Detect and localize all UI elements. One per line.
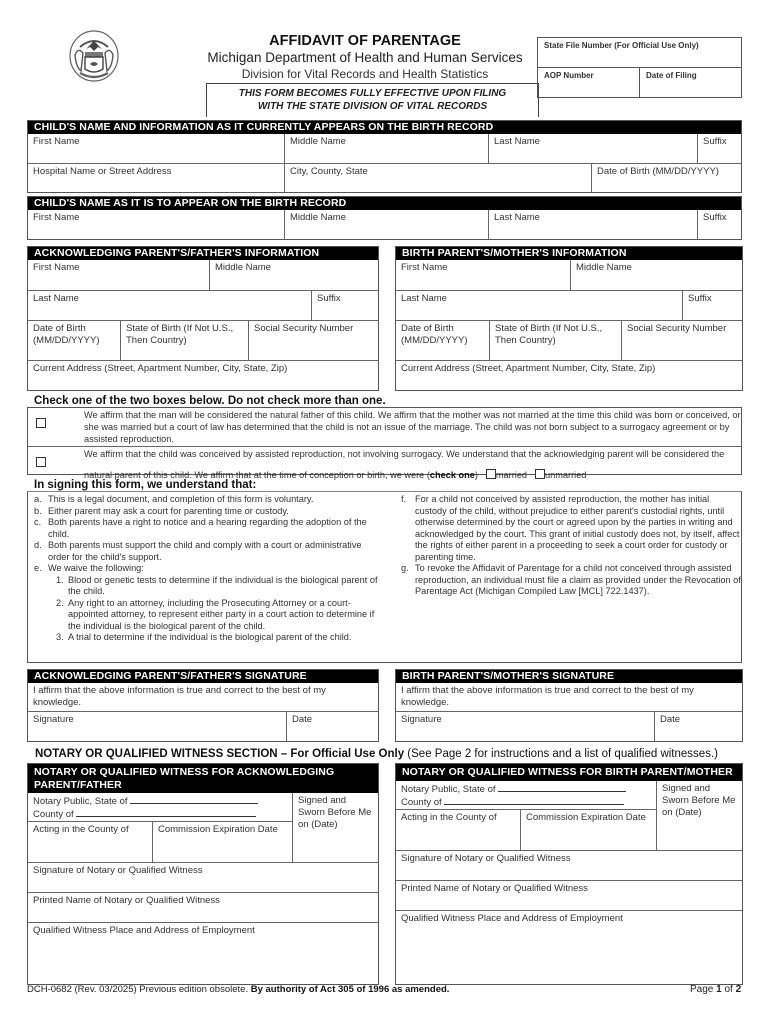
field-label: County of	[33, 809, 74, 820]
field-label: Middle Name	[290, 136, 346, 147]
child-current-last-name-field[interactable]	[488, 134, 697, 163]
field-label: Suffix	[703, 136, 727, 147]
father-signature-date-field[interactable]	[286, 712, 378, 741]
state-blank[interactable]	[130, 795, 258, 804]
father-state-of-birth-field[interactable]	[120, 321, 248, 360]
mother-suffix-field[interactable]	[682, 291, 742, 320]
aop-number-field[interactable]	[538, 68, 640, 98]
official-use-box	[537, 37, 742, 98]
notary-father-employment-field[interactable]	[28, 922, 378, 980]
option-2-checkbox[interactable]	[36, 457, 46, 467]
state-file-number-label: State File Number (For Official Use Only)	[544, 41, 699, 50]
child-dob-field[interactable]	[591, 164, 741, 192]
option-1-checkbox[interactable]	[36, 418, 46, 428]
list-text: We waive the following:	[48, 563, 144, 573]
child-new-name-section	[27, 196, 742, 240]
field-label: Signature of Notary or Qualified Witness	[401, 852, 571, 864]
list-item	[401, 494, 741, 563]
field-label: Acting in the County of	[401, 811, 497, 823]
field-label: Commission Expiration Date	[526, 811, 646, 823]
field-label: Qualified Witness Place and Address of Employment	[401, 912, 623, 924]
section-heading: BIRTH PARENT'S/MOTHER'S SIGNATURE	[396, 670, 742, 683]
notary-father-commission-field[interactable]	[153, 822, 292, 862]
field-label: Commission Expiration Date	[158, 824, 278, 835]
notary-mother-sworn-date-field[interactable]	[657, 781, 742, 850]
field-label: Then Country)	[126, 334, 187, 346]
county-blank[interactable]	[76, 808, 256, 817]
notary-father-state-county-field[interactable]	[28, 793, 292, 822]
list-marker: 3.	[56, 632, 64, 642]
child-current-section	[27, 120, 742, 193]
understand-heading: In signing this form, we understand that:	[34, 479, 257, 491]
father-affirmation: I affirm that the above information is true and correct to the best of my knowledge.	[33, 685, 326, 708]
page-total: 2	[735, 984, 742, 995]
field-label: Last Name	[494, 136, 540, 147]
waiver-item	[56, 575, 384, 598]
list-item	[34, 494, 384, 506]
list-text: Any right to an attorney, including the Prosecuting Attorney or a court-appointed attorney, to represent either party in a court action to determine if the individual is the biological parent of the child.	[68, 597, 375, 631]
mother-signature-section	[395, 669, 743, 742]
child-current-suffix-field[interactable]	[697, 134, 741, 163]
section-heading: NOTARY OR QUALIFIED WITNESS FOR BIRTH PARENT/MOTHER	[396, 764, 742, 781]
waiver-item	[56, 598, 384, 633]
list-item	[401, 563, 741, 598]
field-label: Printed Name of Notary or Qualified Witness	[33, 895, 220, 906]
field-label: Last Name	[494, 212, 540, 223]
field-label: Date	[660, 714, 681, 725]
page-current: 1	[716, 984, 722, 995]
understand-left-column	[34, 494, 384, 644]
child-new-last-name-field[interactable]	[488, 210, 697, 239]
field-label: Signature	[401, 714, 442, 725]
form-footer	[27, 984, 449, 995]
mother-affirmation: I affirm that the above information is true and correct to the best of my knowledge.	[401, 685, 694, 708]
field-label: Signed and Sworn Before Me on (Date)	[298, 795, 372, 830]
waiver-item	[56, 632, 384, 644]
mother-dob-field[interactable]	[396, 321, 489, 360]
notary-mother-printed-name-field[interactable]	[396, 880, 742, 910]
notary-father-acting-county-field[interactable]	[28, 822, 153, 862]
section-heading: BIRTH PARENT'S/MOTHER'S INFORMATION	[396, 247, 742, 260]
mother-ssn-field[interactable]	[621, 321, 742, 360]
section-heading: CHILD'S NAME AND INFORMATION AS IT CURRENTLY APPEARS ON THE BIRTH RECORD	[28, 121, 741, 134]
field-label: Current Address (Street, Apartment Number, City, State, Zip)	[401, 363, 656, 374]
list-marker: a.	[34, 494, 42, 504]
field-label: Last Name	[33, 293, 79, 304]
mother-state-of-birth-field[interactable]	[489, 321, 621, 360]
field-label: Date	[292, 714, 313, 725]
field-label: Notary Public, State of	[33, 796, 128, 807]
option-2-close-paren: )	[474, 470, 478, 480]
form-id: DCH-0682 (Rev. 03/2025) Previous edition obsolete.	[27, 984, 251, 995]
mother-info-section	[395, 246, 743, 391]
field-label: State of Birth (If Not U.S.,	[126, 323, 234, 334]
notary-mother-state-county-field[interactable]	[396, 781, 656, 810]
field-label: Middle Name	[576, 262, 632, 273]
field-label: (MM/DD/YYYY)	[33, 334, 100, 346]
father-ssn-field[interactable]	[248, 321, 378, 360]
child-new-middle-name-field[interactable]	[284, 210, 488, 239]
page-prefix: Page	[690, 984, 717, 995]
field-label: Date of Birth (MM/DD/YYYY)	[597, 166, 719, 177]
option-2-body: We affirm that the child was conceived by assisted reproduction, not involving surrogacy. We understand that the acknowledging parent will be considered the natural parent of this child. We affirm that at the time of conception or birth, we were (	[84, 449, 725, 480]
field-label: (MM/DD/YYYY)	[401, 334, 468, 346]
list-text: Blood or genetic tests to determine if the individual is the biological parent of the child.	[68, 574, 378, 596]
mother-last-name-field[interactable]	[396, 291, 682, 320]
option-1-text: We affirm that the man will be considered the natural father of this child. We affirm that the mother was not married at the time this child was born or conceived, or she was married but a court of law has determined that the child is not an issue of the marriage. The child was not born subject to a surrogacy agreement or by assisted reproduction.	[84, 410, 741, 444]
married-checkbox[interactable]	[486, 469, 496, 479]
list-text: Both parents must support the child and comply with a court or administrative order for the child's support.	[48, 540, 362, 562]
notary-section-heading	[35, 748, 718, 760]
field-label: Middle Name	[215, 262, 271, 273]
field-label: First Name	[33, 262, 80, 273]
field-label: Suffix	[703, 212, 727, 223]
list-text: This is a legal document, and completion of this form is voluntary.	[48, 494, 314, 504]
list-marker: f.	[401, 494, 407, 504]
child-current-middle-name-field[interactable]	[284, 134, 488, 163]
list-marker: c.	[34, 517, 42, 527]
mother-signature-field[interactable]	[396, 712, 654, 741]
affirmation-option-2	[28, 446, 741, 480]
list-marker: 1.	[56, 574, 64, 585]
section-heading: CHILD'S NAME AS IT IS TO APPEAR ON THE BIRTH RECORD	[28, 197, 741, 210]
field-label: County of	[401, 796, 442, 808]
father-address-field[interactable]	[28, 361, 378, 390]
understand-right-column	[401, 494, 741, 598]
notary-heading-bold: NOTARY OR QUALIFIED WITNESS SECTION – For Official Use Only	[35, 748, 405, 760]
field-label: Suffix	[317, 293, 341, 304]
list-item	[34, 506, 384, 518]
list-item	[34, 563, 384, 575]
state-blank[interactable]	[498, 783, 626, 792]
list-item	[34, 517, 384, 540]
father-last-name-field[interactable]	[28, 291, 311, 320]
notary-mother-section	[395, 763, 743, 985]
effective-notice	[206, 83, 539, 117]
date-of-filing-label: Date of Filing	[646, 71, 697, 80]
list-text: Either parent may ask a court for parenting time or custody.	[48, 505, 289, 516]
notary-mother-employment-field[interactable]	[396, 910, 742, 968]
field-label: Middle Name	[290, 212, 346, 223]
married-label: married	[495, 470, 528, 480]
form-title: AFFIDAVIT OF PARENTAGE	[269, 33, 461, 49]
father-first-name-field[interactable]	[28, 260, 209, 290]
field-label: Date of Birth	[401, 323, 454, 334]
list-marker: g.	[401, 563, 409, 573]
notary-mother-commission-field[interactable]	[521, 810, 656, 850]
mother-signature-date-field[interactable]	[654, 712, 742, 741]
division-name: Division for Vital Records and Health Statistics	[241, 67, 489, 81]
field-label: Current Address (Street, Apartment Number, City, State, Zip)	[33, 363, 288, 374]
field-label: City, County, State	[290, 166, 368, 177]
mother-middle-name-field[interactable]	[570, 260, 742, 290]
page-number	[690, 984, 741, 995]
list-marker: b.	[34, 505, 42, 516]
field-label: Signed and Sworn Before Me on (Date)	[662, 782, 736, 818]
father-signature-field[interactable]	[28, 712, 286, 741]
child-hospital-field[interactable]	[28, 164, 284, 192]
field-label: Last Name	[401, 293, 447, 304]
affirmation-options	[27, 407, 742, 480]
list-marker: e.	[34, 563, 42, 573]
father-signature-section	[27, 669, 379, 742]
option-2-text	[84, 448, 741, 481]
field-label: Date of Birth	[33, 323, 86, 334]
section-heading: ACKNOWLEDGING PARENT'S/FATHER'S INFORMATION	[28, 247, 378, 260]
field-label: Social Security Number	[627, 323, 727, 334]
list-marker: 2.	[56, 597, 64, 608]
department-name: Michigan Department of Health and Human Services	[207, 50, 523, 65]
father-middle-name-field[interactable]	[209, 260, 378, 290]
field-label: Social Security Number	[254, 323, 354, 334]
affirmation-option-1	[28, 408, 741, 446]
list-text: For a child not conceived by assisted reproduction, the mother has initial custody of the child, without prejudice to either parent's custodial rights, until otherwise determined by the court or agreed upon by the parties in writing and acknowledged by the court. This grant of initial custody does not, by itself, affect the rights of either parent in a proceeding to seek a court order for custody or parenting time.	[415, 494, 740, 562]
child-city-county-state-field[interactable]	[284, 164, 591, 192]
notice-line-2: WITH THE STATE DIVISION OF VITAL RECORDS	[257, 100, 488, 112]
father-info-section	[27, 246, 379, 391]
understand-box	[27, 491, 742, 663]
field-label: Hospital Name or Street Address	[33, 166, 172, 177]
date-of-filing-field[interactable]	[640, 68, 703, 98]
check-instructions: Check one of the two boxes below. Do not check more than one.	[34, 395, 386, 407]
list-text: A trial to determine if the individual is the biological parent of the child.	[68, 632, 352, 642]
field-label: Signature	[33, 714, 74, 725]
field-label: First Name	[401, 262, 448, 273]
list-text: To revoke the Affidavit of Parentage for a child not conceived through assisted reproduction, an individual must file a claim as provided under the Revocation of Parentage Act (Michigan Compiled Law [MCL] 722.1437).	[415, 563, 741, 596]
notary-father-signature-field[interactable]	[28, 862, 378, 892]
field-label: First Name	[33, 136, 80, 147]
field-label: Notary Public, State of	[401, 783, 496, 795]
mother-address-field[interactable]	[396, 361, 742, 390]
unmarried-label: unmarried	[545, 470, 587, 480]
notary-mother-acting-county-field[interactable]	[396, 810, 521, 850]
father-dob-field[interactable]	[28, 321, 120, 360]
notary-father-sworn-date-field[interactable]	[293, 793, 378, 862]
list-marker: d.	[34, 540, 42, 550]
child-current-first-name-field[interactable]	[28, 134, 284, 163]
notary-mother-signature-field[interactable]	[396, 850, 742, 880]
list-text: Both parents have a right to notice and a hearing regarding the adoption of the child.	[48, 517, 367, 539]
list-item	[34, 540, 384, 563]
authority-note: By authority of Act 305 of 1996 as amended.	[250, 984, 450, 995]
notary-father-section	[27, 763, 379, 985]
page-of: of	[721, 984, 736, 995]
field-label: Qualified Witness Place and Address of Employment	[33, 925, 255, 936]
field-label: Signature of Notary or Qualified Witness	[33, 865, 203, 876]
child-new-first-name-field[interactable]	[28, 210, 284, 239]
notary-father-printed-name-field[interactable]	[28, 892, 378, 922]
unmarried-checkbox[interactable]	[535, 469, 545, 479]
section-heading: NOTARY OR QUALIFIED WITNESS FOR ACKNOWLEDGING PARENT/FATHER	[28, 764, 378, 793]
field-label: First Name	[33, 212, 80, 223]
michigan-state-seal-icon	[66, 27, 122, 83]
state-file-number-field[interactable]	[538, 38, 741, 68]
field-label: Then Country)	[495, 334, 556, 346]
aop-number-label: AOP Number	[544, 71, 594, 80]
check-one-label: check one	[429, 470, 475, 480]
section-heading: ACKNOWLEDGING PARENT'S/FATHER'S SIGNATURE	[28, 670, 378, 683]
notary-heading-note: (See Page 2 for instructions and a list of qualified witnesses.)	[404, 748, 718, 760]
county-blank[interactable]	[444, 796, 624, 805]
notice-line-1: THIS FORM BECOMES FULLY EFFECTIVE UPON FILING	[238, 88, 507, 99]
father-suffix-field[interactable]	[311, 291, 378, 320]
child-new-suffix-field[interactable]	[697, 210, 741, 239]
field-label: Printed Name of Notary or Qualified Witness	[401, 882, 588, 894]
field-label: Suffix	[688, 293, 712, 304]
field-label: State of Birth (If Not U.S.,	[495, 323, 603, 334]
mother-first-name-field[interactable]	[396, 260, 570, 290]
field-label: Acting in the County of	[33, 824, 129, 835]
